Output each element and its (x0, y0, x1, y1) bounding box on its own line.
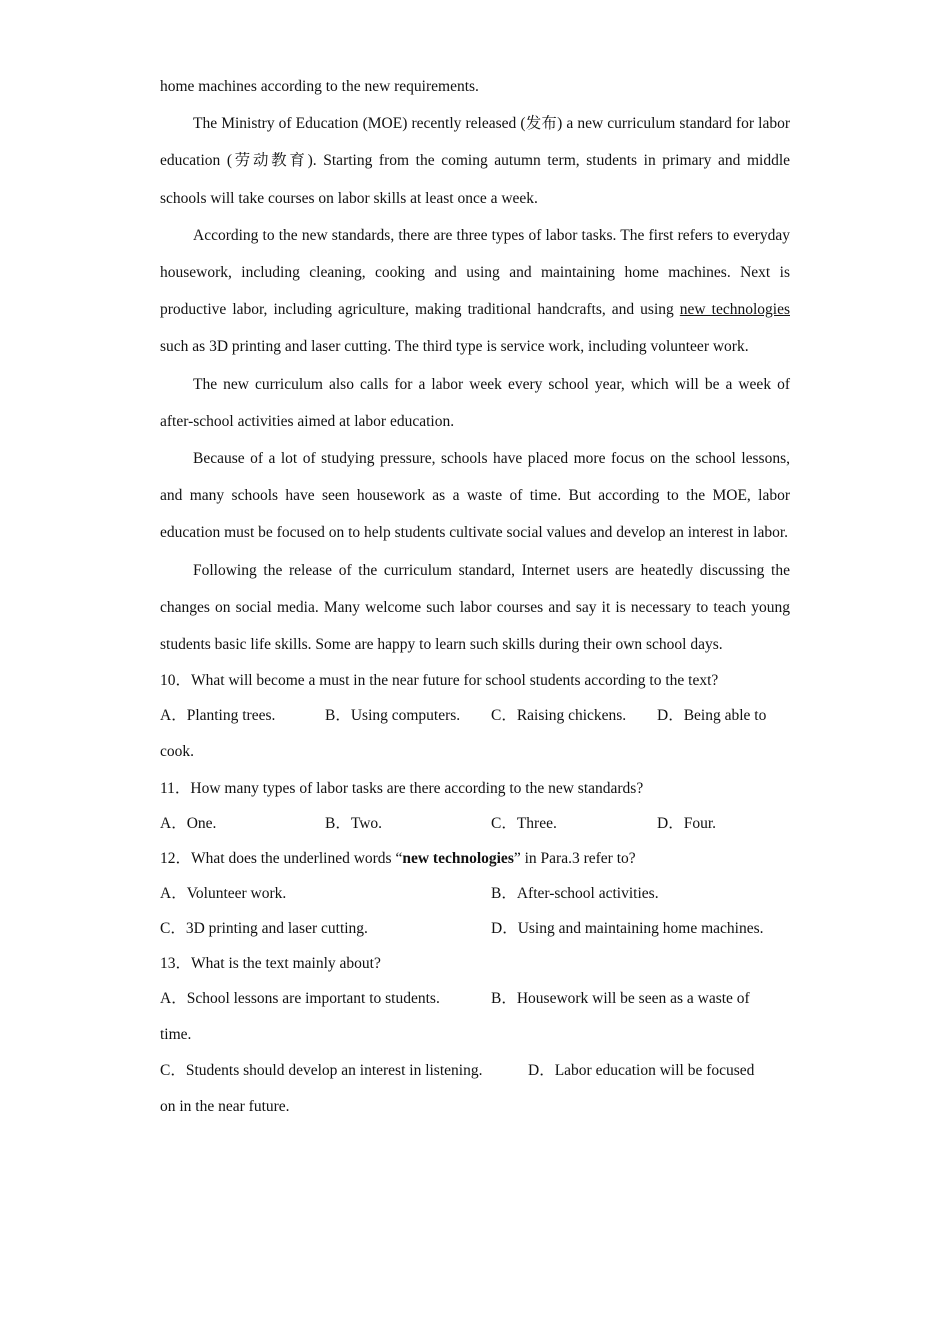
document-page (160, 68, 790, 1126)
q12-stem-part-a: 12．What does the underlined words “ (160, 849, 403, 867)
question-13-options-row-2 (160, 1053, 790, 1088)
question-10-stem: 10．What will become a must in the near future for school students according to the text? (160, 672, 719, 690)
q11-option-a: A．One. (160, 814, 217, 832)
question-13-options-row-1 (160, 981, 790, 1016)
q11-option-b: B．Two. (325, 814, 383, 832)
q10-option-c: C．Raising chickens. (491, 707, 627, 725)
passage-paragraph-3: The new curriculum also calls for a labor week every school year, which will be a week of after-school activities aimed at labor education. (160, 375, 790, 430)
passage-paragraph-4: Because of a lot of studying pressure, schools have placed more focus on the school lessons, and many schools have seen housework as a waste of time. But according to the MOE, labor education must be focused on to help students cultivate social values and develop an interest in labor. (160, 450, 790, 542)
passage-paragraph-0: home machines according to the new requirements. (160, 78, 479, 95)
question-11-options (160, 806, 790, 841)
q13-option-d-continuation: on in the near future. (160, 1098, 290, 1116)
q13-option-d: D．Labor education will be focused (528, 1062, 755, 1080)
q12-option-c: C．3D printing and laser cutting. (160, 919, 368, 937)
passage-paragraph-5: Following the release of the curriculum standard, Internet users are heatedly discussing the changes on social media. Many welcome such labor courses and say it is necessary to teach young students basic life skills. Some are happy to learn such skills during their own school days. (160, 561, 790, 654)
q11-option-c: C．Three. (491, 814, 557, 832)
question-11-stem: 11．How many types of labor tasks are there according to the new standards? (160, 779, 644, 797)
q10-option-d: D．Being able to (657, 707, 767, 725)
question-10-options (160, 698, 790, 733)
question-13-stem: 13．What is the text mainly about? (160, 954, 381, 972)
q13-option-b-continuation: time. (160, 1025, 192, 1043)
q11-option-d: D．Four. (657, 814, 716, 832)
question-12-options-row-1 (160, 876, 790, 911)
q12-option-b: B．After-school activities. (491, 884, 659, 902)
q10-option-a: A．Planting trees. (160, 707, 276, 725)
q13-option-c: C．Students should develop an interest in listening. (160, 1062, 483, 1080)
q13-option-a: A．School lessons are important to students. (160, 989, 440, 1007)
underlined-new-technologies: new technologies (679, 301, 790, 319)
q12-option-a: A．Volunteer work. (160, 884, 287, 902)
passage-paragraph-2-text-a: According to the new standards, there are three types of labor tasks. The first refers to everyday housework, including cleaning, cooking and using and maintaining home machines. Next is productive labor, including agriculture, making traditional handcrafts, and using (160, 226, 790, 319)
q10-option-b: B．Using computers. (325, 707, 461, 725)
question-12-stem (160, 841, 790, 876)
q13-option-b: B．Housework will be seen as a waste of (491, 989, 750, 1007)
question-12-options-row-2 (160, 911, 790, 946)
q10-option-d-continuation: cook. (160, 743, 195, 761)
q12-option-d: D．Using and maintaining home machines. (491, 919, 764, 937)
q12-stem-part-b: ” in Para.3 refer to? (513, 849, 636, 867)
passage-paragraph-1: The Ministry of Education (MOE) recently released (发布) a new curriculum standard for labor education (劳动教育). Starting from the coming autumn term, students in primary and middle schools will take courses on labor skills at least once a week. (160, 115, 790, 207)
q12-stem-bold: new technologies (402, 849, 514, 867)
passage-paragraph-2 (160, 217, 790, 366)
passage-paragraph-2-text-b: such as 3D printing and laser cutting. The third type is service work, including volunteer work. (160, 338, 749, 356)
